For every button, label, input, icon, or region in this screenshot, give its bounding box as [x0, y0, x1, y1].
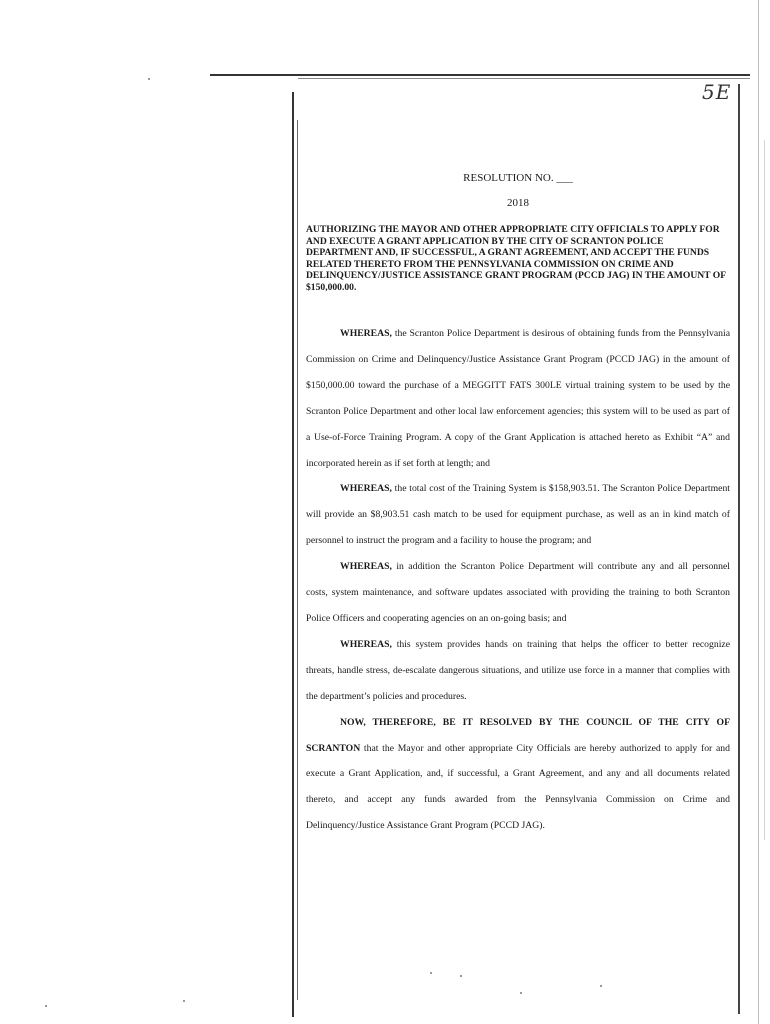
paragraph-lead: WHEREAS, [340, 638, 392, 650]
paragraph-text: that the Mayor and other appropriate City Officials are hereby authorized to apply for and execute a Grant Application, and, if successful, a Grant Agreement, and any and all documents related thereto, and accept any funds awarded from the Pennsylvania Commission on Crime and Delinquency/Justice Assistance Grant Program (PCCD JAG). [306, 742, 730, 832]
paragraph-text: in addition the Scranton Police Department will contribute any and all personnel costs, system maintenance, and software updates associated with providing the training to both Scranton Police Officers and cooperating agencies on an on-going basis; and [306, 561, 730, 624]
scan-speck [520, 992, 522, 994]
scan-speck [45, 1005, 47, 1007]
scan-left-border [292, 92, 294, 1017]
paragraph-lead: NOW, THEREFORE, BE IT RESOLVED BY THE COUNCIL OF THE CITY OF SCRANTON [306, 716, 730, 754]
paragraph-lead: WHEREAS, [340, 561, 392, 573]
whereas-paragraph-4 [306, 632, 730, 710]
scan-edge-line [758, 0, 759, 1024]
scan-speck [600, 985, 602, 987]
scan-speck [460, 975, 462, 977]
resolution-caption: AUTHORIZING THE MAYOR AND OTHER APPROPRIATE CITY OFFICIALS TO APPLY FOR AND EXECUTE A GRANT APPLICATION BY THE CITY OF SCRANTON POLICE DEPARTMENT AND, IF SUCCESSFUL, A GRANT AGREEMENT, AND ACCEPT THE FUNDS RELATED THERETO FROM THE PENNSYLVANIA COMMISSION ON CRIME AND DELINQUENCY/JUSTICE ASSISTANCE GRANT PROGRAM (PCCD JAG) IN THE AMOUNT OF $150,000.00. [306, 224, 726, 293]
paragraph-lead: WHEREAS, [340, 483, 392, 495]
paragraph-text: the total cost of the Training System is $158,903.51. The Scranton Police Department will provide an $8,903.51 cash match to be used for equipment purchase, as well as an in kind match of personnel to instruct the program and a facility to house the program; and [306, 483, 730, 547]
scan-left-border-inner [297, 120, 298, 1000]
resolved-paragraph [306, 710, 730, 840]
whereas-paragraph-2 [306, 476, 730, 554]
scan-top-rule [210, 74, 750, 76]
paragraph-text: this system provides hands on training that helps the officer to better recognize threats, handle stress, de-escalate dangerous situations, and utilize use force in a manner that complies with the department’s policies and procedures. [306, 638, 730, 702]
scan-right-border [738, 84, 740, 1014]
resolution-year: 2018 [507, 197, 529, 209]
scan-top-rule-faint [298, 78, 750, 79]
scan-speck [183, 1000, 185, 1002]
paragraph-lead: WHEREAS, [340, 328, 392, 339]
scan-speck [148, 78, 150, 80]
scan-edge-line-faint [764, 140, 765, 840]
whereas-paragraph-1 [306, 321, 730, 476]
paragraph-text: the Scranton Police Department is desirous of obtaining funds from the Pennsylvania Commission on Crime and Delinquency/Justice Assistance Grant Program (PCCD JAG) in the amount of $150,000.00 toward the purchase of a MEGGITT FATS 300LE virtual training system to be used by the Scranton Police Department and other local law enforcement agencies; this system will to be used as part of a Use-of-Force Training Program. A copy of the Grant Application is attached hereto as Exhibit “A” and incorporated herein as if set forth at length; and [306, 328, 730, 469]
resolution-body [306, 321, 730, 839]
whereas-paragraph-3 [306, 554, 730, 632]
resolution-title: RESOLUTION NO. ___ [463, 172, 573, 184]
page-number-mark: 5E [702, 80, 732, 104]
scan-speck [430, 972, 432, 974]
